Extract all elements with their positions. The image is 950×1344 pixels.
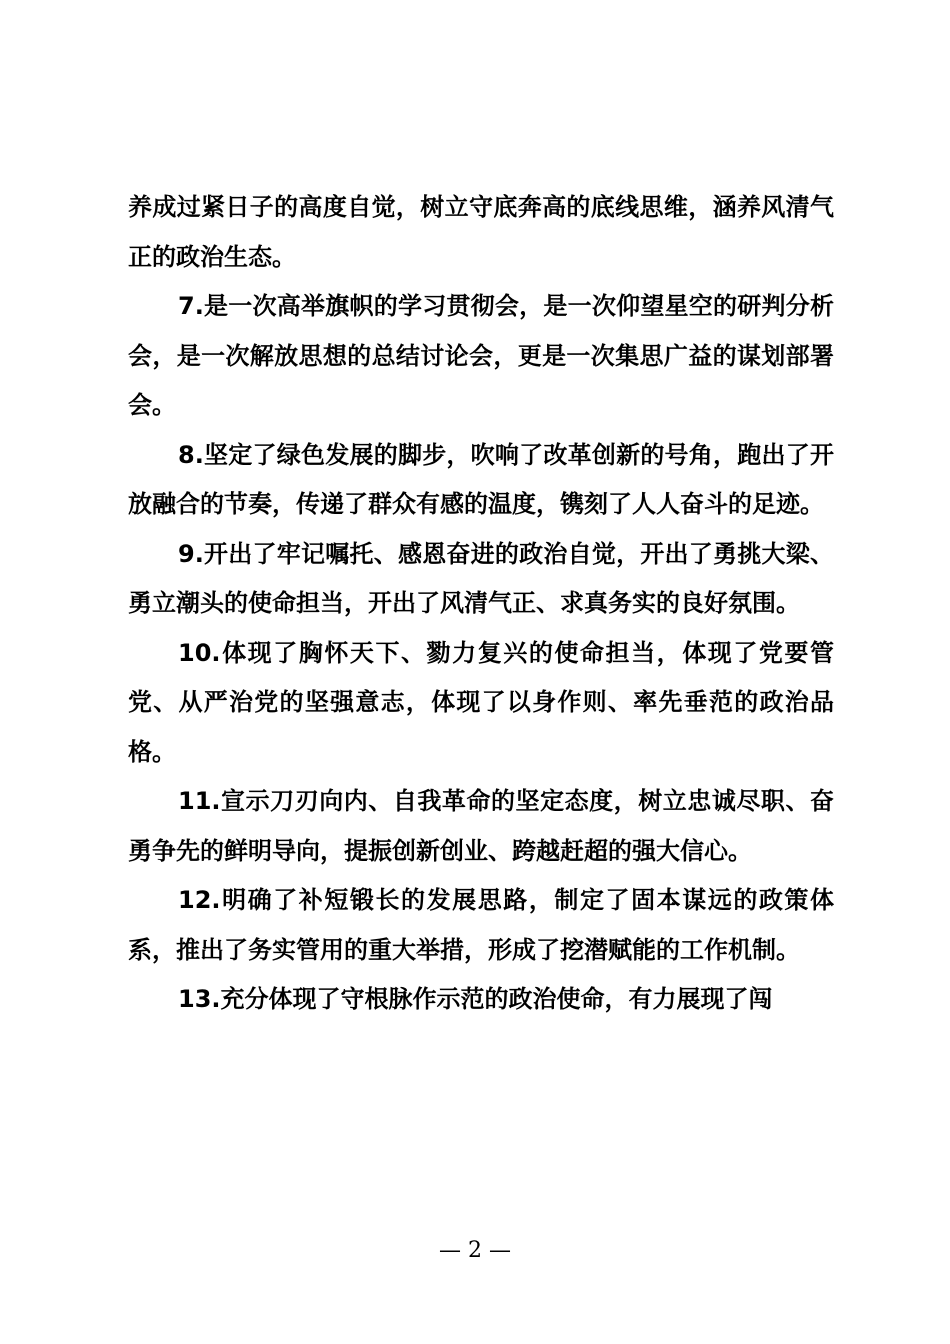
paragraph-item-9: 9.开出了牢记嘱托、感恩奋进的政治自觉，开出了勇挑大梁、勇立潮头的使命担当，开出了风清气正、求真务实的良好氛围。 — [128, 539, 834, 617]
paragraph-continuation: 养成过紧日子的高度自觉，树立守底奔高的底线思维，涵养风清气正的政治生态。 — [128, 193, 834, 271]
paragraph-item-10: 10.体现了胸怀天下、勠力复兴的使命担当，体现了党要管党、从严治党的坚强意志，体现了以身作则、率先垂范的政治品格。 — [128, 638, 834, 766]
paragraph-item-8: 8.坚定了绿色发展的脚步，吹响了改革创新的号角，跑出了开放融合的节奏，传递了群众有感的温度，镌刻了人人奋斗的足迹。 — [128, 440, 834, 518]
paragraph-item-12: 12.明确了补短锻长的发展思路，制定了固本谋远的政策体系，推出了务实管用的重大举措，形成了挖潜赋能的工作机制。 — [128, 886, 834, 964]
document-body — [128, 183, 834, 1025]
paragraph-item-13: 13.充分体现了守根脉作示范的政治使命，有力展现了闯 — [178, 985, 773, 1013]
paragraph-item-11: 11.宣示刀刃向内、自我革命的坚定态度，树立忠诚尽职、奋勇争先的鲜明导向，提振创新创业、跨越赶超的强大信心。 — [128, 787, 834, 865]
page-number: — 2 — — [439, 1238, 511, 1263]
paragraph-item-7: 7.是一次高举旗帜的学习贯彻会，是一次仰望星空的研判分析会，是一次解放思想的总结讨论会，更是一次集思广益的谋划部署会。 — [128, 292, 834, 419]
